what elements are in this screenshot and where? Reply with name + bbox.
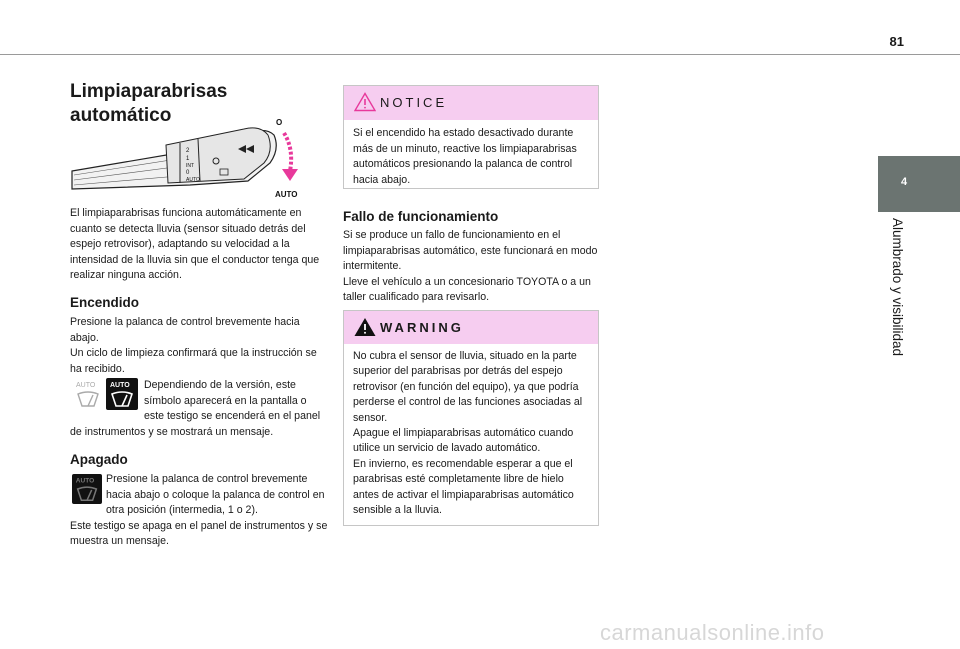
warning-callout xyxy=(343,310,599,526)
intro-paragraph xyxy=(70,206,332,284)
notice-label: NOTICE xyxy=(380,95,448,110)
header-rule xyxy=(0,54,960,55)
auto-icon-label-dark: AUTO xyxy=(110,382,130,389)
auto-icon-label-light: AUTO xyxy=(76,382,96,389)
lever-mark-2: 2 xyxy=(186,148,190,154)
encendido-symbol-row xyxy=(70,378,328,440)
warning-text-1: No cubra el sensor de lluvia, situado en la parte superior del parabrisas por detrás del espejo retrovisor (en función del equipo), ya que podría perderse el control de las funciones asociadas al sensor. xyxy=(353,350,583,424)
lever-mark-1: 1 xyxy=(186,156,190,162)
apagado-text-1: Presione la palanca de control brevemente hacia abajo o coloque la palanca de control en otra posición (intermedia, 1 o 2). xyxy=(106,473,325,517)
position-auto-label: AUTO xyxy=(275,190,298,199)
notice-header xyxy=(344,86,598,120)
lever-mark-int: INT xyxy=(186,163,195,169)
lever-mark-auto: AUTO xyxy=(186,177,200,183)
warning-text-3: En invierno, es recomendable esperar a que el parabrisas esté completamente libre de hielo antes de activar el limpiaparabrisas automático sensible a la lluvia. xyxy=(353,457,574,517)
lever-mark-0: 0 xyxy=(186,170,190,176)
press-down-arrow xyxy=(284,133,291,171)
warning-triangle-icon xyxy=(354,317,376,337)
auto-wiper-display-icon xyxy=(72,378,104,410)
warning-body xyxy=(344,344,598,518)
notice-callout xyxy=(343,85,599,189)
warning-header xyxy=(344,311,598,344)
warning-text-2: Apague el limpiaparabrisas automático cuando utilice un servicio de lavado automático. xyxy=(353,427,574,455)
intro-text: El limpiaparabrisas funciona automáticamente en cuanto se detecta lluvia (sensor situado detrás del espejo retrovisor), adaptando su velocidad a la intensidad de la lluvia sin que el conductor tenga que realizar ninguna acción. xyxy=(70,207,320,282)
caution-triangle-icon xyxy=(354,92,376,112)
auto-wiper-warning-light-icon xyxy=(106,378,138,410)
apagado-icon-label: AUTO xyxy=(75,477,95,485)
notice-body xyxy=(344,120,598,188)
page-number: 81 xyxy=(889,34,904,49)
section-title: Limpiaparabrisas automático xyxy=(70,81,228,126)
apagado-body xyxy=(70,472,328,550)
fallo-body xyxy=(343,228,601,306)
warning-label: WARNING xyxy=(380,320,464,335)
fallo-text-1: Si se produce un fallo de funcionamiento en el limpiaparabrisas automático, este funcionará en modo intermitente. xyxy=(343,229,598,273)
chapter-title: Alumbrado y visibilidad xyxy=(890,218,905,357)
wiper-lever-illustration xyxy=(70,115,310,203)
notice-text: Si el encendido ha estado desactivado durante más de un minuto, reactive los limpiaparabrisas automáticos presionando la palanca de control hacia abajo. xyxy=(353,127,577,186)
apagado-heading: Apagado xyxy=(70,452,128,467)
encendido-text-1: Presione la palanca de control brevemente hacia abajo. xyxy=(70,316,300,344)
watermark: carmanualsonline.info xyxy=(600,620,825,645)
arrow-head-icon xyxy=(282,169,298,181)
apagado-text-2: Este testigo se apaga en el panel de instrumentos y se muestra un mensaje. xyxy=(70,519,328,548)
auto-wiper-off-icon xyxy=(72,474,102,504)
position-o-label: O xyxy=(276,118,283,127)
auto-wiper-icons xyxy=(70,378,140,412)
encendido-text-3: Dependiendo de la versión, este símbolo aparecerá en la pantalla o este testigo se encenderá en el panel de instrumentos y se mostrará un mensaje. xyxy=(70,379,321,438)
chapter-title-wrap xyxy=(878,218,922,378)
encendido-text-2: Un ciclo de limpieza confirmará que la instrucción se ha recibido. xyxy=(70,347,317,375)
encendido-heading: Encendido xyxy=(70,295,140,310)
encendido-body xyxy=(70,315,328,377)
chapter-number: 4 xyxy=(900,176,908,188)
chapter-tab xyxy=(878,156,960,212)
fallo-heading: Fallo de funcionamiento xyxy=(343,209,499,224)
fallo-text-2: Lleve el vehículo a un concesionario TOYOTA o a un taller cualificado para revisarlo. xyxy=(343,275,591,304)
